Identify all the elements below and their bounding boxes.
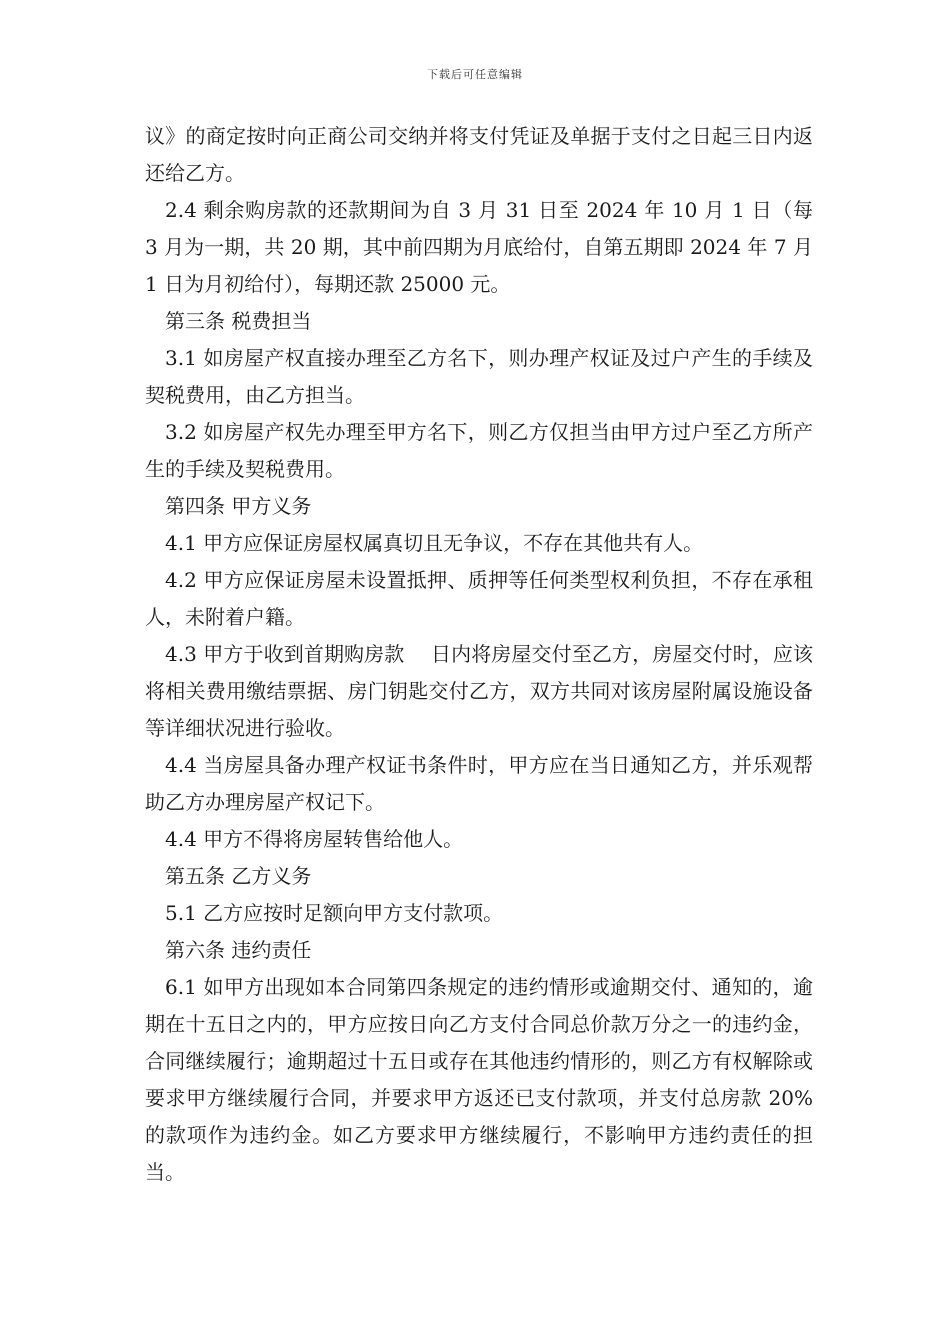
- clause-3-1: 3.1 如房屋产权直接办理至乙方名下，则办理产权证及过户产生的手续及契税费用，由乙方担当。: [145, 346, 813, 407]
- clause-4-4a: 4.4 当房屋具备办理产权证书条件时，甲方应在当日通知乙方，并乐观帮助乙方办理房屋产权记下。: [145, 753, 813, 814]
- clause-4-3: 4.3 甲方于收到首期购房款 日内将房屋交付至乙方，房屋交付时，应该将相关费用缴结票据、房门钥匙交付乙方，双方共同对该房屋附属设施设备等详细状况进行验收。: [145, 642, 813, 740]
- article-4-heading: 第四条 甲方义务: [165, 494, 312, 518]
- clause-6-1: 6.1 如甲方出现如本合同第四条规定的违约情形或逾期交付、通知的，逾期在十五日之内的，甲方应按日向乙方支付合同总价款万分之一的违约金，合同继续履行；逾期超过十五日或存在其他违约情形的，则乙方有权解除或要求甲方继续履行合同，并要求甲方返还已支付款项，并支付总房款 20%的款项作为违约金。如乙方要求甲方继续履行，不影响甲方违约责任的担当。: [145, 975, 813, 1184]
- paragraph-continuation: 议》的商定按时向正商公司交纳并将支付凭证及单据于支付之日起三日内返还给乙方。: [145, 124, 813, 185]
- clause-4-4b: 4.4 甲方不得将房屋转售给他人。: [165, 827, 464, 851]
- document-body: [145, 118, 813, 1191]
- article-5-heading: 第五条 乙方义务: [165, 864, 312, 888]
- clause-5-1: 5.1 乙方应按时足额向甲方支付款项。: [165, 901, 504, 925]
- article-3-heading: 第三条 税费担当: [165, 309, 312, 333]
- clause-4-1: 4.1 甲方应保证房屋权属真切且无争议，不存在其他共有人。: [165, 531, 704, 555]
- page-header: 下载后可任意编辑: [427, 68, 523, 81]
- clause-2-4: 2.4 剩余购房款的还款期间为自 3 月 31 日至 2024 年 10 月 1 日（每 3 月为一期，共 20 期，其中前四期为月底给付，自第五期即 2024 年 7 月 1 日为月初给付），每期还款 25000 元。: [145, 198, 813, 296]
- clause-3-2: 3.2 如房屋产权先办理至甲方名下，则乙方仅担当由甲方过户至乙方所产生的手续及契税费用。: [145, 420, 813, 481]
- clause-4-2: 4.2 甲方应保证房屋未设置抵押、质押等任何类型权利负担，不存在承租人，未附着户籍。: [145, 568, 813, 629]
- article-6-heading: 第六条 违约责任: [165, 938, 312, 962]
